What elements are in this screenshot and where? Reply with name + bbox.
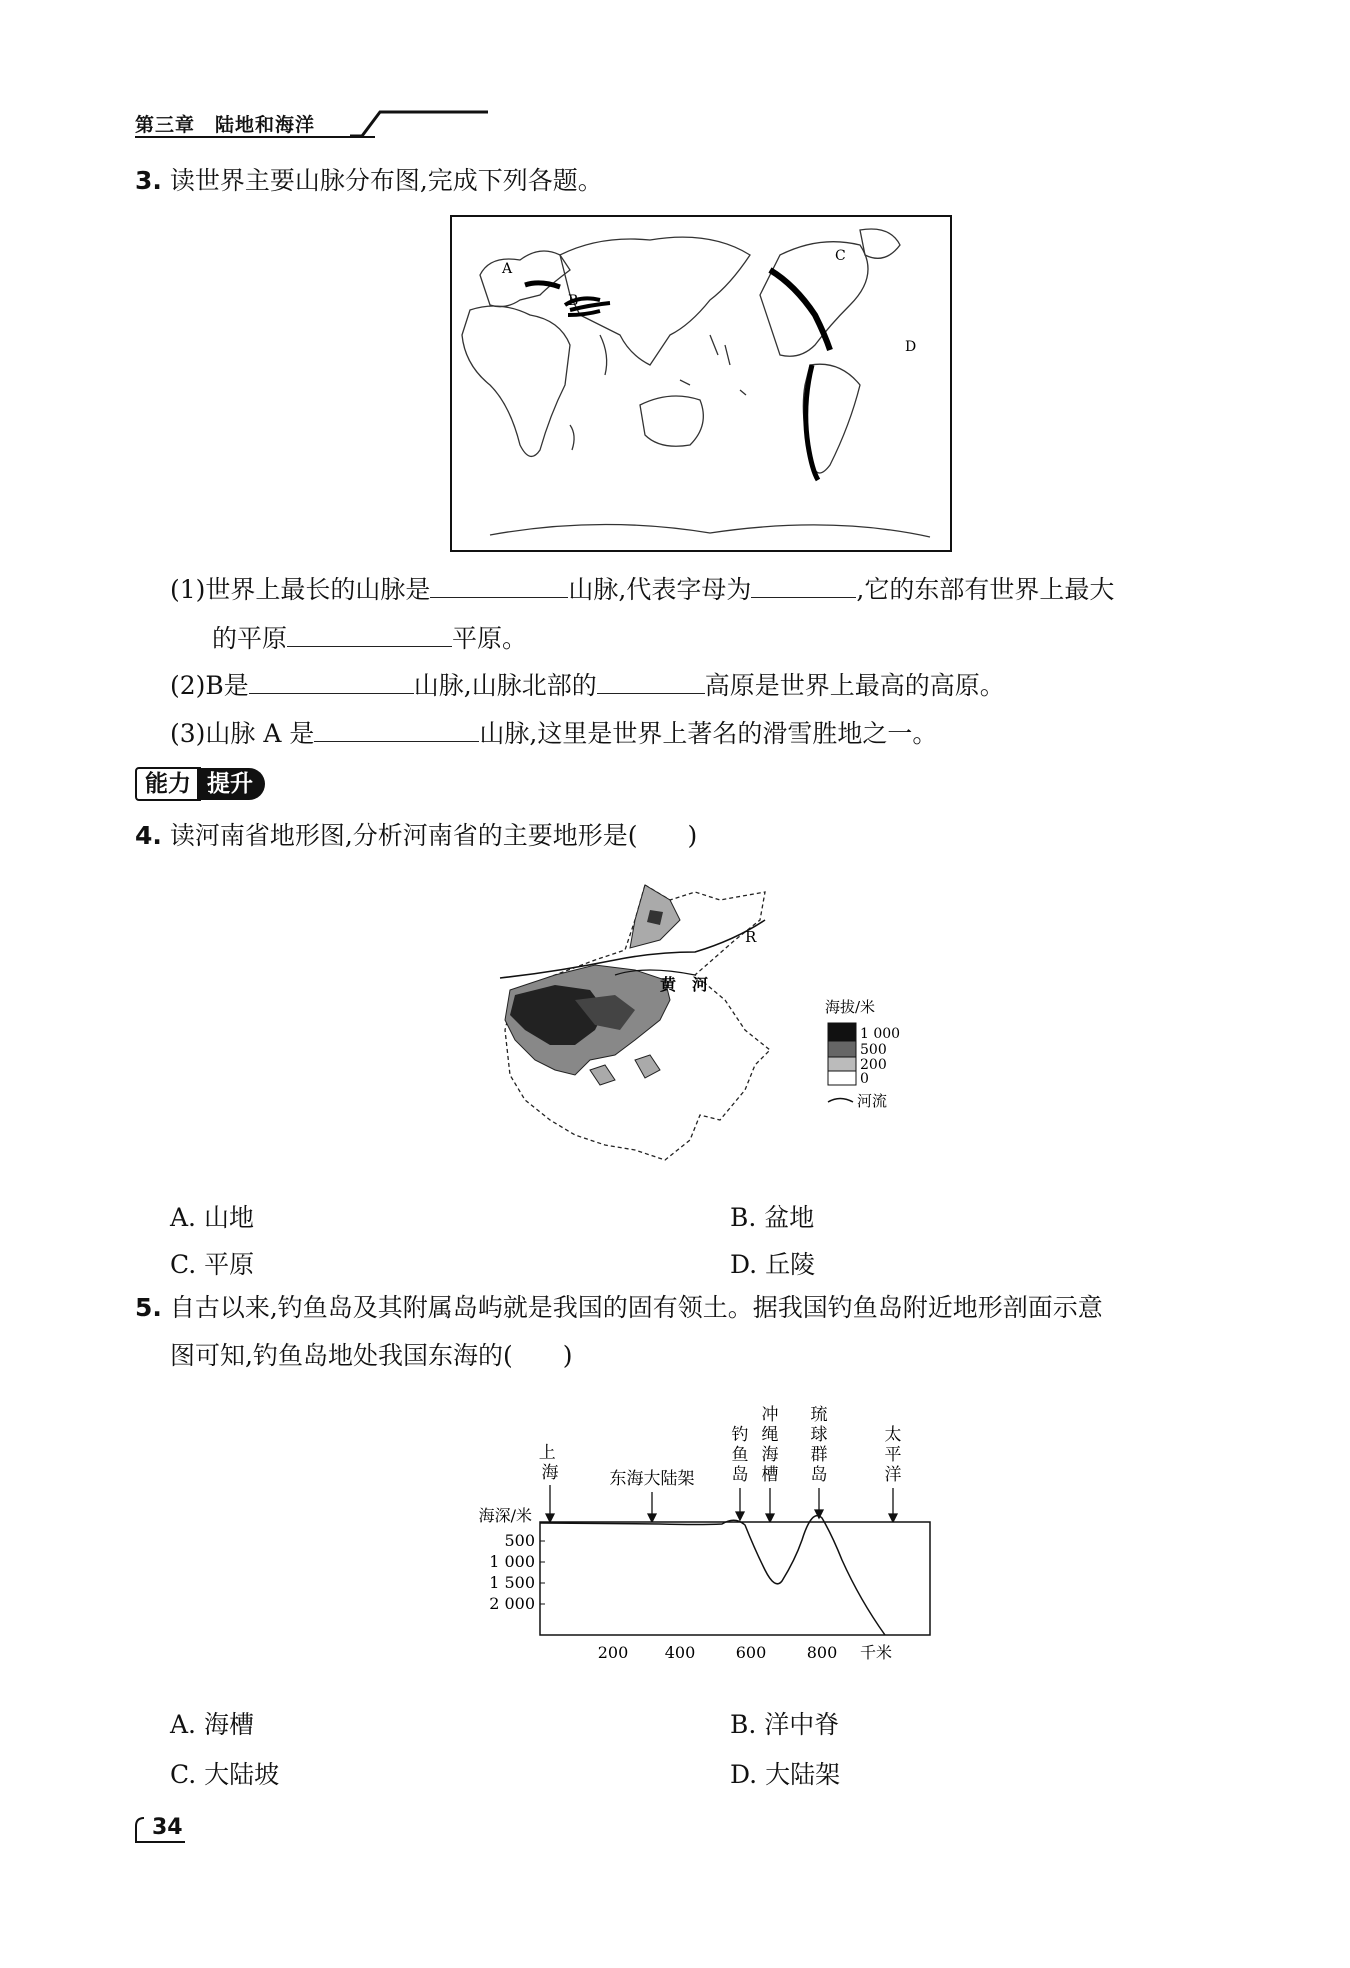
section-badge bbox=[135, 767, 265, 801]
legend-value: 0 bbox=[860, 1071, 869, 1087]
x-tick: 200 bbox=[597, 1643, 629, 1662]
y-tick: 1 500 bbox=[489, 1573, 535, 1592]
q3-part1: (1)世界上最长的山脉是 山脉,代表字母为 ,它的东部有世界上最大 bbox=[170, 575, 1115, 604]
answer-blank[interactable] bbox=[314, 719, 479, 742]
chapter-header: 第三章 陆地和海洋 bbox=[135, 114, 316, 136]
river-legend-icon bbox=[828, 1099, 853, 1103]
x-tick: 400 bbox=[664, 1643, 696, 1662]
q3-part2: (2)B是 山脉,山脉北部的 高原是世界上最高的高原。 bbox=[170, 671, 1005, 700]
q4-option-d[interactable]: D. 丘陵 bbox=[730, 1250, 816, 1279]
header-underline bbox=[135, 136, 375, 138]
q4-option-b[interactable]: B. 盆地 bbox=[730, 1203, 815, 1232]
r-label: R bbox=[745, 928, 757, 946]
x-tick: 800 bbox=[806, 1643, 838, 1662]
q3-part3: (3)山脉 A 是 山脉,这里是世界上著名的滑雪胜地之一。 bbox=[170, 719, 938, 748]
yellow-river-label: 黄 河 bbox=[660, 975, 709, 994]
q5-stem-line2: 图可知,钓鱼岛地处我国东海的( ) bbox=[170, 1341, 573, 1370]
map-label-a: A bbox=[502, 261, 513, 277]
y-tick: 1 000 bbox=[489, 1552, 535, 1571]
q5-option-b[interactable]: B. 洋中脊 bbox=[730, 1710, 840, 1739]
legend-title: 海拔/米 bbox=[825, 998, 876, 1016]
y-axis-title: 海深/米 bbox=[478, 1506, 532, 1525]
x-tick: 600 bbox=[735, 1643, 767, 1662]
answer-blank[interactable] bbox=[287, 624, 452, 647]
map-label-c: C bbox=[835, 248, 846, 264]
legend-swatch-0 bbox=[828, 1071, 856, 1085]
page-number: 34 bbox=[152, 1815, 183, 1840]
q4-option-a[interactable]: A. 山地 bbox=[170, 1203, 254, 1232]
legend-river-label: 河流 bbox=[857, 1092, 888, 1110]
legend-swatch-200 bbox=[828, 1057, 856, 1071]
legend-swatch-1000 bbox=[828, 1023, 856, 1041]
label-char: 海 bbox=[541, 1463, 559, 1483]
q5-stem-line1: 5. 自古以来,钓鱼岛及其附属岛屿就是我国的固有领土。据我国钓鱼岛附近地形剖面示意 bbox=[135, 1293, 1103, 1322]
profile-label-shanghai bbox=[539, 1443, 561, 1483]
legend-value: 500 bbox=[860, 1042, 887, 1058]
y-tick: 500 bbox=[504, 1531, 535, 1550]
profile-frame bbox=[540, 1522, 930, 1635]
header-rule bbox=[350, 108, 490, 138]
legend-swatch-500 bbox=[828, 1041, 856, 1057]
profile-label-shelf: 东海大陆架 bbox=[609, 1469, 695, 1489]
legend-value: 200 bbox=[860, 1057, 887, 1073]
x-unit: 千米 bbox=[860, 1643, 893, 1662]
map-label-b: B bbox=[568, 293, 579, 309]
q5-option-d[interactable]: D. 大陆架 bbox=[730, 1760, 841, 1789]
answer-blank[interactable] bbox=[249, 671, 414, 694]
profile-label-diaoyu: 钓鱼岛 bbox=[731, 1425, 749, 1485]
answer-blank[interactable] bbox=[751, 575, 856, 598]
profile-label-pacific: 太平洋 bbox=[884, 1425, 902, 1485]
profile-label-ryukyu: 琉球群岛 bbox=[810, 1405, 828, 1485]
world-mountain-map bbox=[450, 215, 952, 552]
legend-value: 1 000 bbox=[860, 1026, 901, 1042]
q4-option-c[interactable]: C. 平原 bbox=[170, 1250, 255, 1279]
answer-blank[interactable] bbox=[430, 575, 568, 598]
q3-part1-cont: 的平原 平原。 bbox=[212, 624, 528, 653]
label-char: 上 bbox=[538, 1443, 556, 1463]
section-badge-part1: 能力 bbox=[135, 767, 201, 801]
map-label-d: D bbox=[905, 339, 917, 355]
section-badge-part2: 提升 bbox=[197, 768, 265, 800]
q5-option-c[interactable]: C. 大陆坡 bbox=[170, 1760, 280, 1789]
y-tick: 2 000 bbox=[489, 1594, 535, 1613]
q5-option-a[interactable]: A. 海槽 bbox=[170, 1710, 254, 1739]
q4-stem: 4. 读河南省地形图,分析河南省的主要地形是( ) bbox=[135, 821, 698, 850]
profile-label-trough: 冲绳海槽 bbox=[761, 1405, 779, 1485]
seafloor-profile bbox=[460, 1400, 940, 1670]
answer-blank[interactable] bbox=[597, 671, 705, 694]
henan-terrain-map bbox=[495, 880, 915, 1165]
q3-stem: 3. 读世界主要山脉分布图,完成下列各题。 bbox=[135, 166, 603, 195]
